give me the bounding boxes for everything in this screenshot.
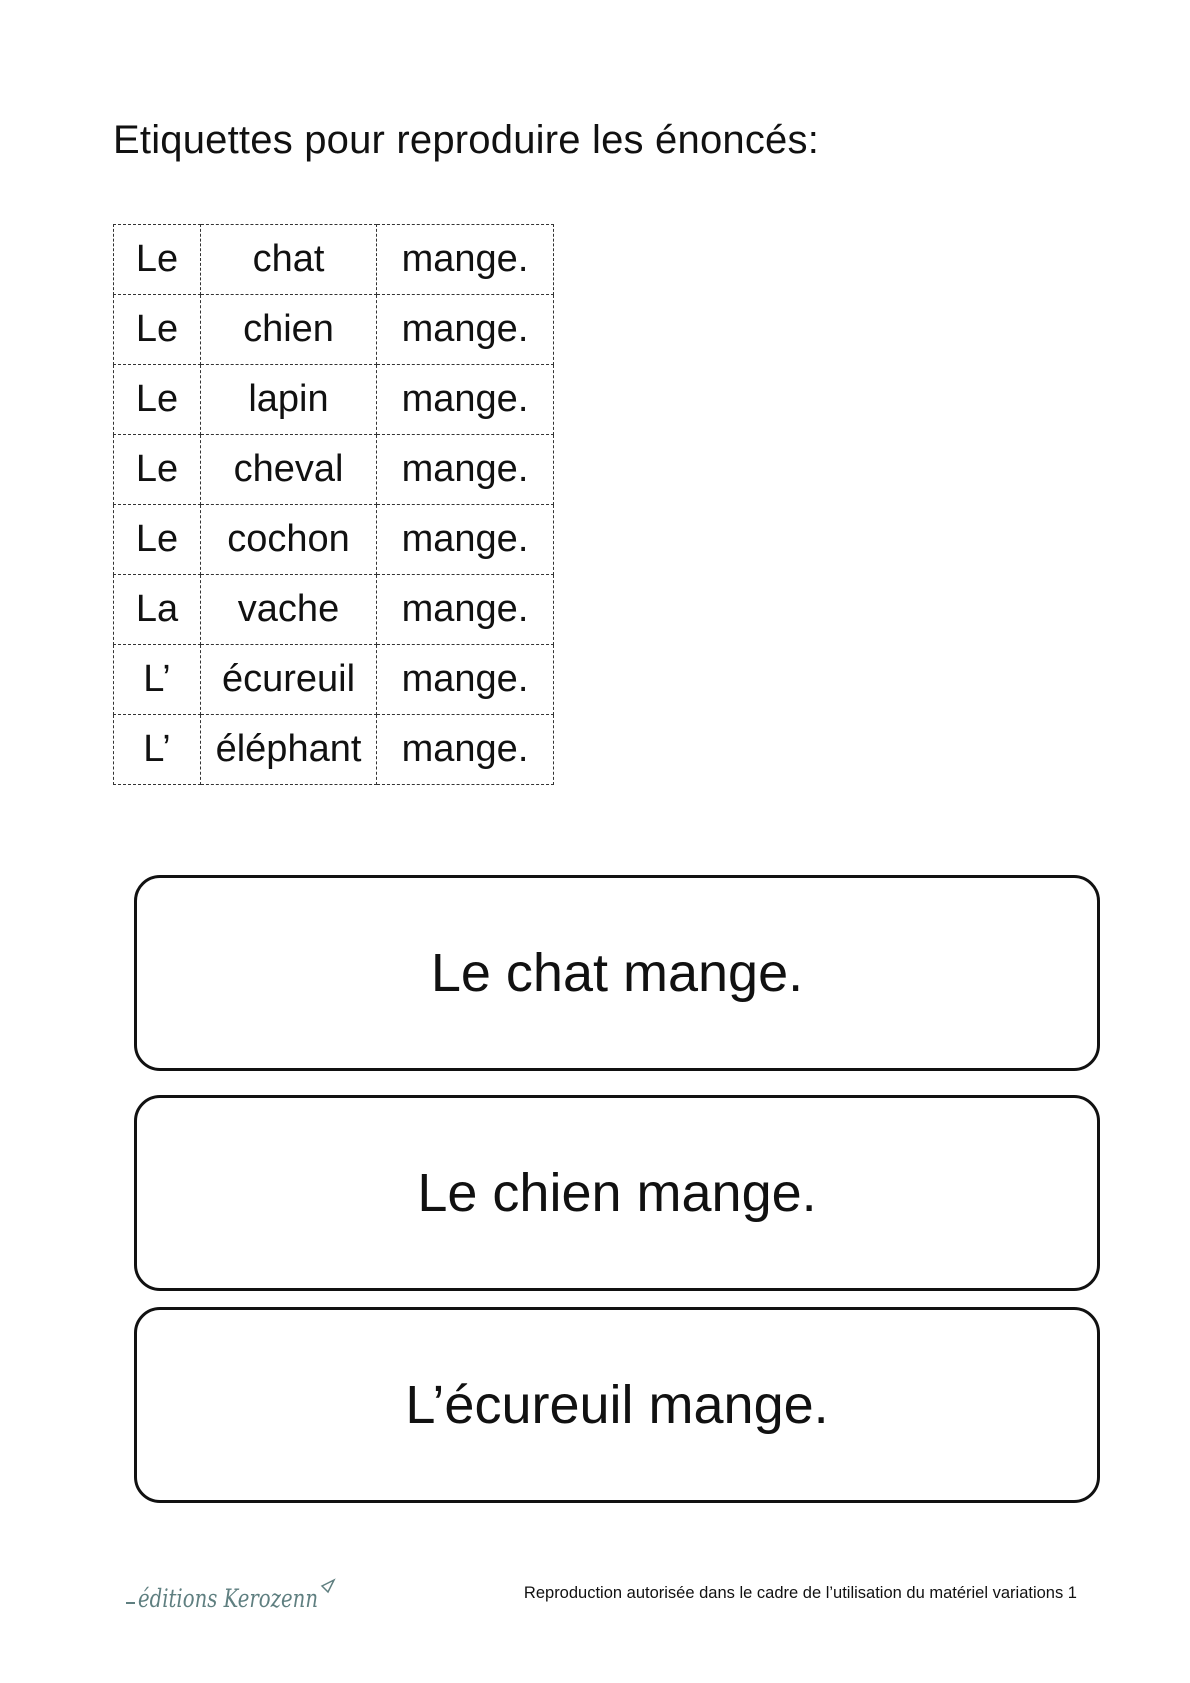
noun-label: chat — [201, 225, 377, 295]
verb-label: mange. — [377, 295, 554, 365]
verb-label: mange. — [377, 575, 554, 645]
verb-label: mange. — [377, 365, 554, 435]
label-row — [114, 505, 554, 575]
label-row — [114, 645, 554, 715]
article-label: Le — [114, 365, 201, 435]
verb-label: mange. — [377, 225, 554, 295]
page-title: Etiquettes pour reproduire les énoncés: — [113, 118, 820, 162]
article-label: Le — [114, 435, 201, 505]
word-labels-grid — [113, 224, 554, 785]
noun-label: vache — [201, 575, 377, 645]
article-label: L’ — [114, 715, 201, 785]
noun-label: éléphant — [201, 715, 377, 785]
article-label: Le — [114, 505, 201, 575]
article-label: Le — [114, 295, 201, 365]
publisher-logo-text: éditions Kerozenn — [138, 1584, 318, 1613]
sentence-card: L’écureuil mange. — [134, 1307, 1100, 1503]
publisher-logo — [126, 1576, 341, 1624]
sentence-card: Le chien mange. — [134, 1095, 1100, 1291]
noun-label: cochon — [201, 505, 377, 575]
noun-label: chien — [201, 295, 377, 365]
noun-label: cheval — [201, 435, 377, 505]
label-row — [114, 225, 554, 295]
verb-label: mange. — [377, 715, 554, 785]
verb-label: mange. — [377, 645, 554, 715]
article-label: La — [114, 575, 201, 645]
label-row — [114, 365, 554, 435]
label-row — [114, 295, 554, 365]
article-label: Le — [114, 225, 201, 295]
label-row — [114, 435, 554, 505]
verb-label: mange. — [377, 435, 554, 505]
label-row — [114, 575, 554, 645]
article-label: L’ — [114, 645, 201, 715]
noun-label: écureuil — [201, 645, 377, 715]
verb-label: mange. — [377, 505, 554, 575]
sentence-card: Le chat mange. — [134, 875, 1100, 1071]
paper-plane-icon — [322, 1580, 334, 1592]
footer-note: Reproduction autorisée dans le cadre de l’utilisation du matériel variations 1 — [523, 1584, 1077, 1602]
noun-label: lapin — [201, 365, 377, 435]
label-row — [114, 715, 554, 785]
